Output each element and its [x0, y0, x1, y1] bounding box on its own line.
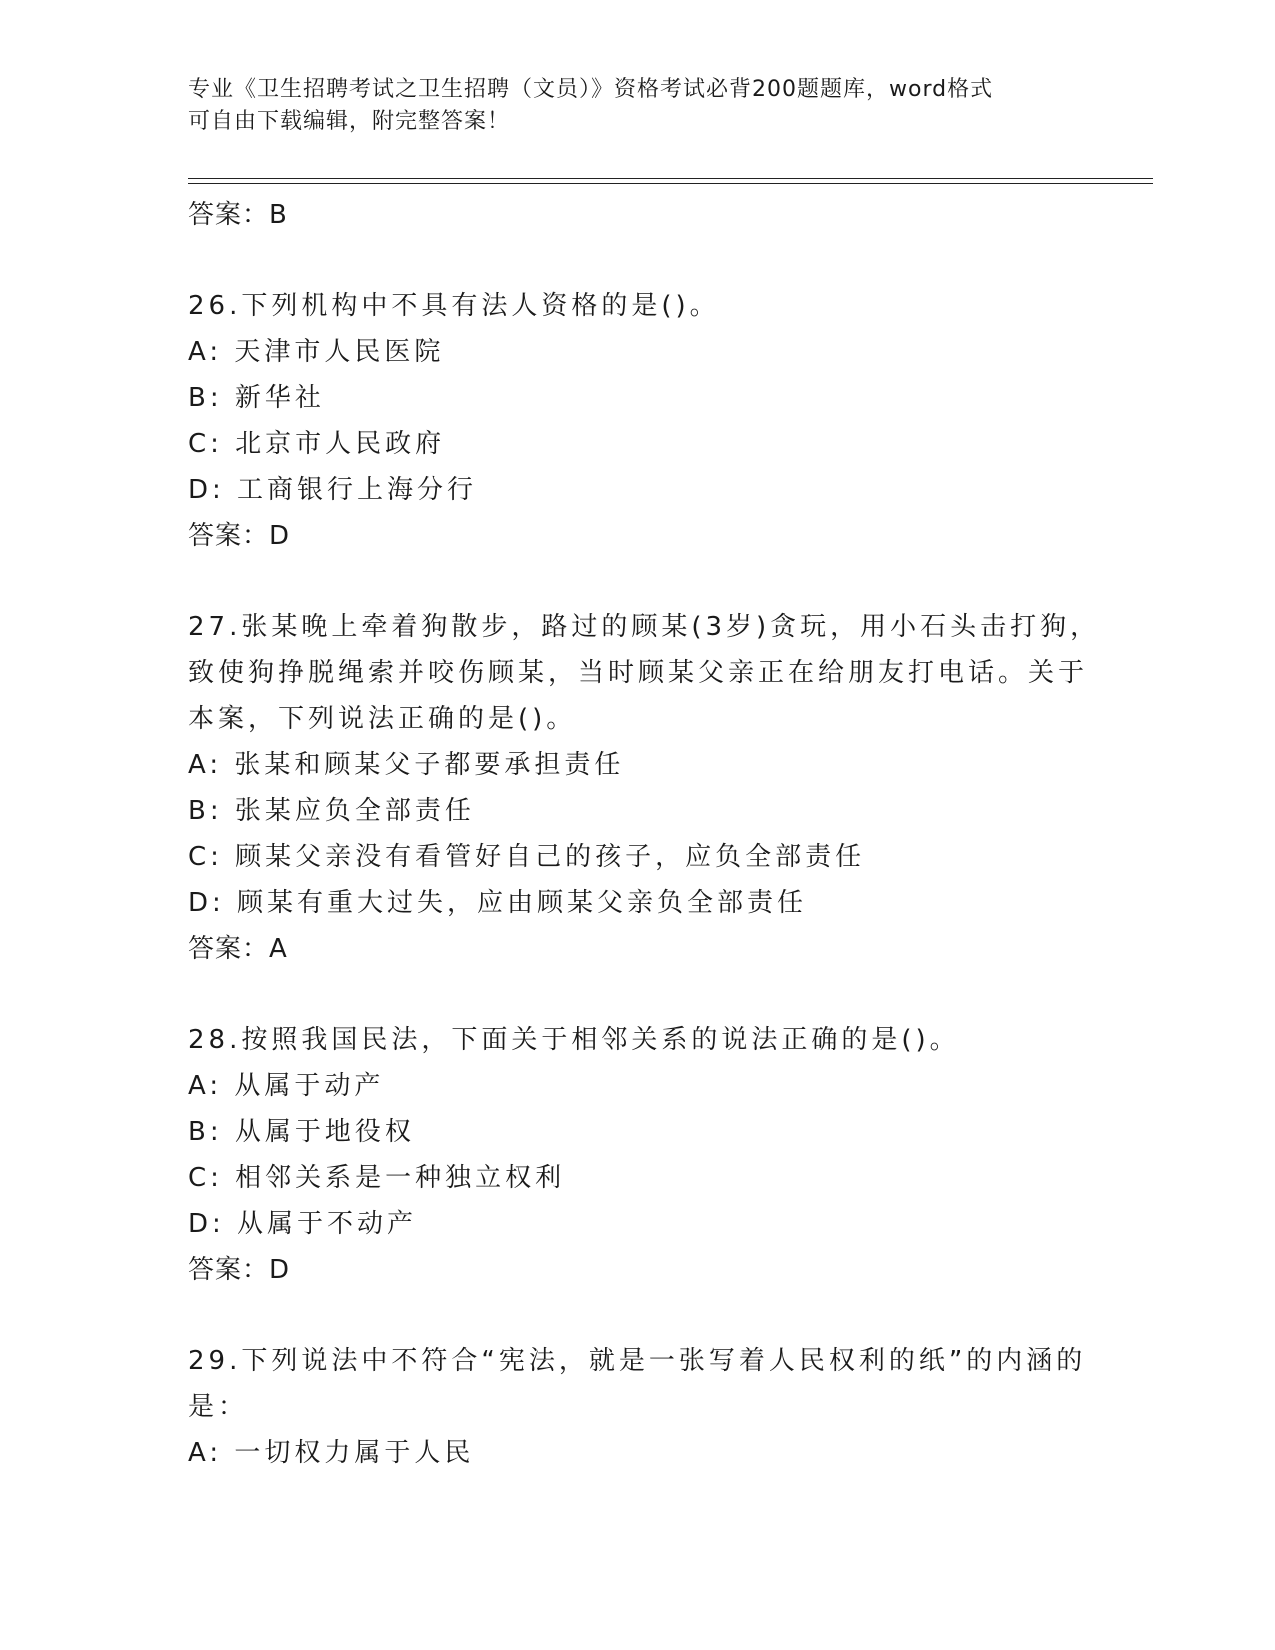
page-header	[188, 74, 1088, 138]
question-list	[188, 192, 1108, 1476]
question-item	[188, 1338, 1108, 1476]
question-text: 是：	[188, 1392, 249, 1422]
option-b: B: 新华社	[188, 383, 325, 413]
option-b: B: 张某应负全部责任	[188, 796, 475, 826]
option-c: C: 相邻关系是一种独立权利	[188, 1163, 566, 1193]
question-item	[188, 283, 1108, 559]
answer-line: 答案：D	[188, 1255, 291, 1285]
question-text: 本案，下列说法正确的是()。	[188, 704, 577, 734]
question-item	[188, 1017, 1108, 1293]
question-text: 27.张某晚上牵着狗散步，路过的顾某(3岁)贪玩，用小石头击打狗，	[188, 612, 1101, 642]
header-line-1: 专业《卫生招聘考试之卫生招聘（文员）》资格考试必背200题题库，word格式	[188, 77, 994, 102]
option-a: A: 天津市人民医院	[188, 337, 445, 367]
option-d: D: 从属于不动产	[188, 1209, 418, 1239]
answer-line: 答案：B	[188, 200, 288, 230]
question-item	[188, 604, 1108, 972]
header-divider-top	[188, 178, 1153, 179]
option-b: B: 从属于地役权	[188, 1117, 415, 1147]
answer-line: 答案：D	[188, 521, 291, 551]
question-text: 26.下列机构中不具有法人资格的是()。	[188, 291, 720, 321]
option-a: A: 一切权力属于人民	[188, 1438, 475, 1468]
question-text: 28.按照我国民法，下面关于相邻关系的说法正确的是()。	[188, 1025, 960, 1055]
option-d: D: 工商银行上海分行	[188, 475, 478, 505]
option-c: C: 顾某父亲没有看管好自己的孩子，应负全部责任	[188, 842, 866, 872]
option-a: A: 从属于动产	[188, 1071, 385, 1101]
header-line-2: 可自由下载编辑，附完整答案！	[188, 109, 511, 134]
answer-line: 答案：A	[188, 934, 288, 964]
header-divider-bottom	[188, 183, 1153, 184]
option-c: C: 北京市人民政府	[188, 429, 446, 459]
option-a: A: 张某和顾某父子都要承担责任	[188, 750, 625, 780]
question-text: 29.下列说法中不符合“宪法，就是一张写着人民权利的纸”的内涵的	[188, 1346, 1087, 1376]
option-d: D: 顾某有重大过失，应由顾某父亲负全部责任	[188, 888, 808, 918]
question-text: 致使狗挣脱绳索并咬伤顾某，当时顾某父亲正在给朋友打电话。关于	[188, 658, 1089, 688]
